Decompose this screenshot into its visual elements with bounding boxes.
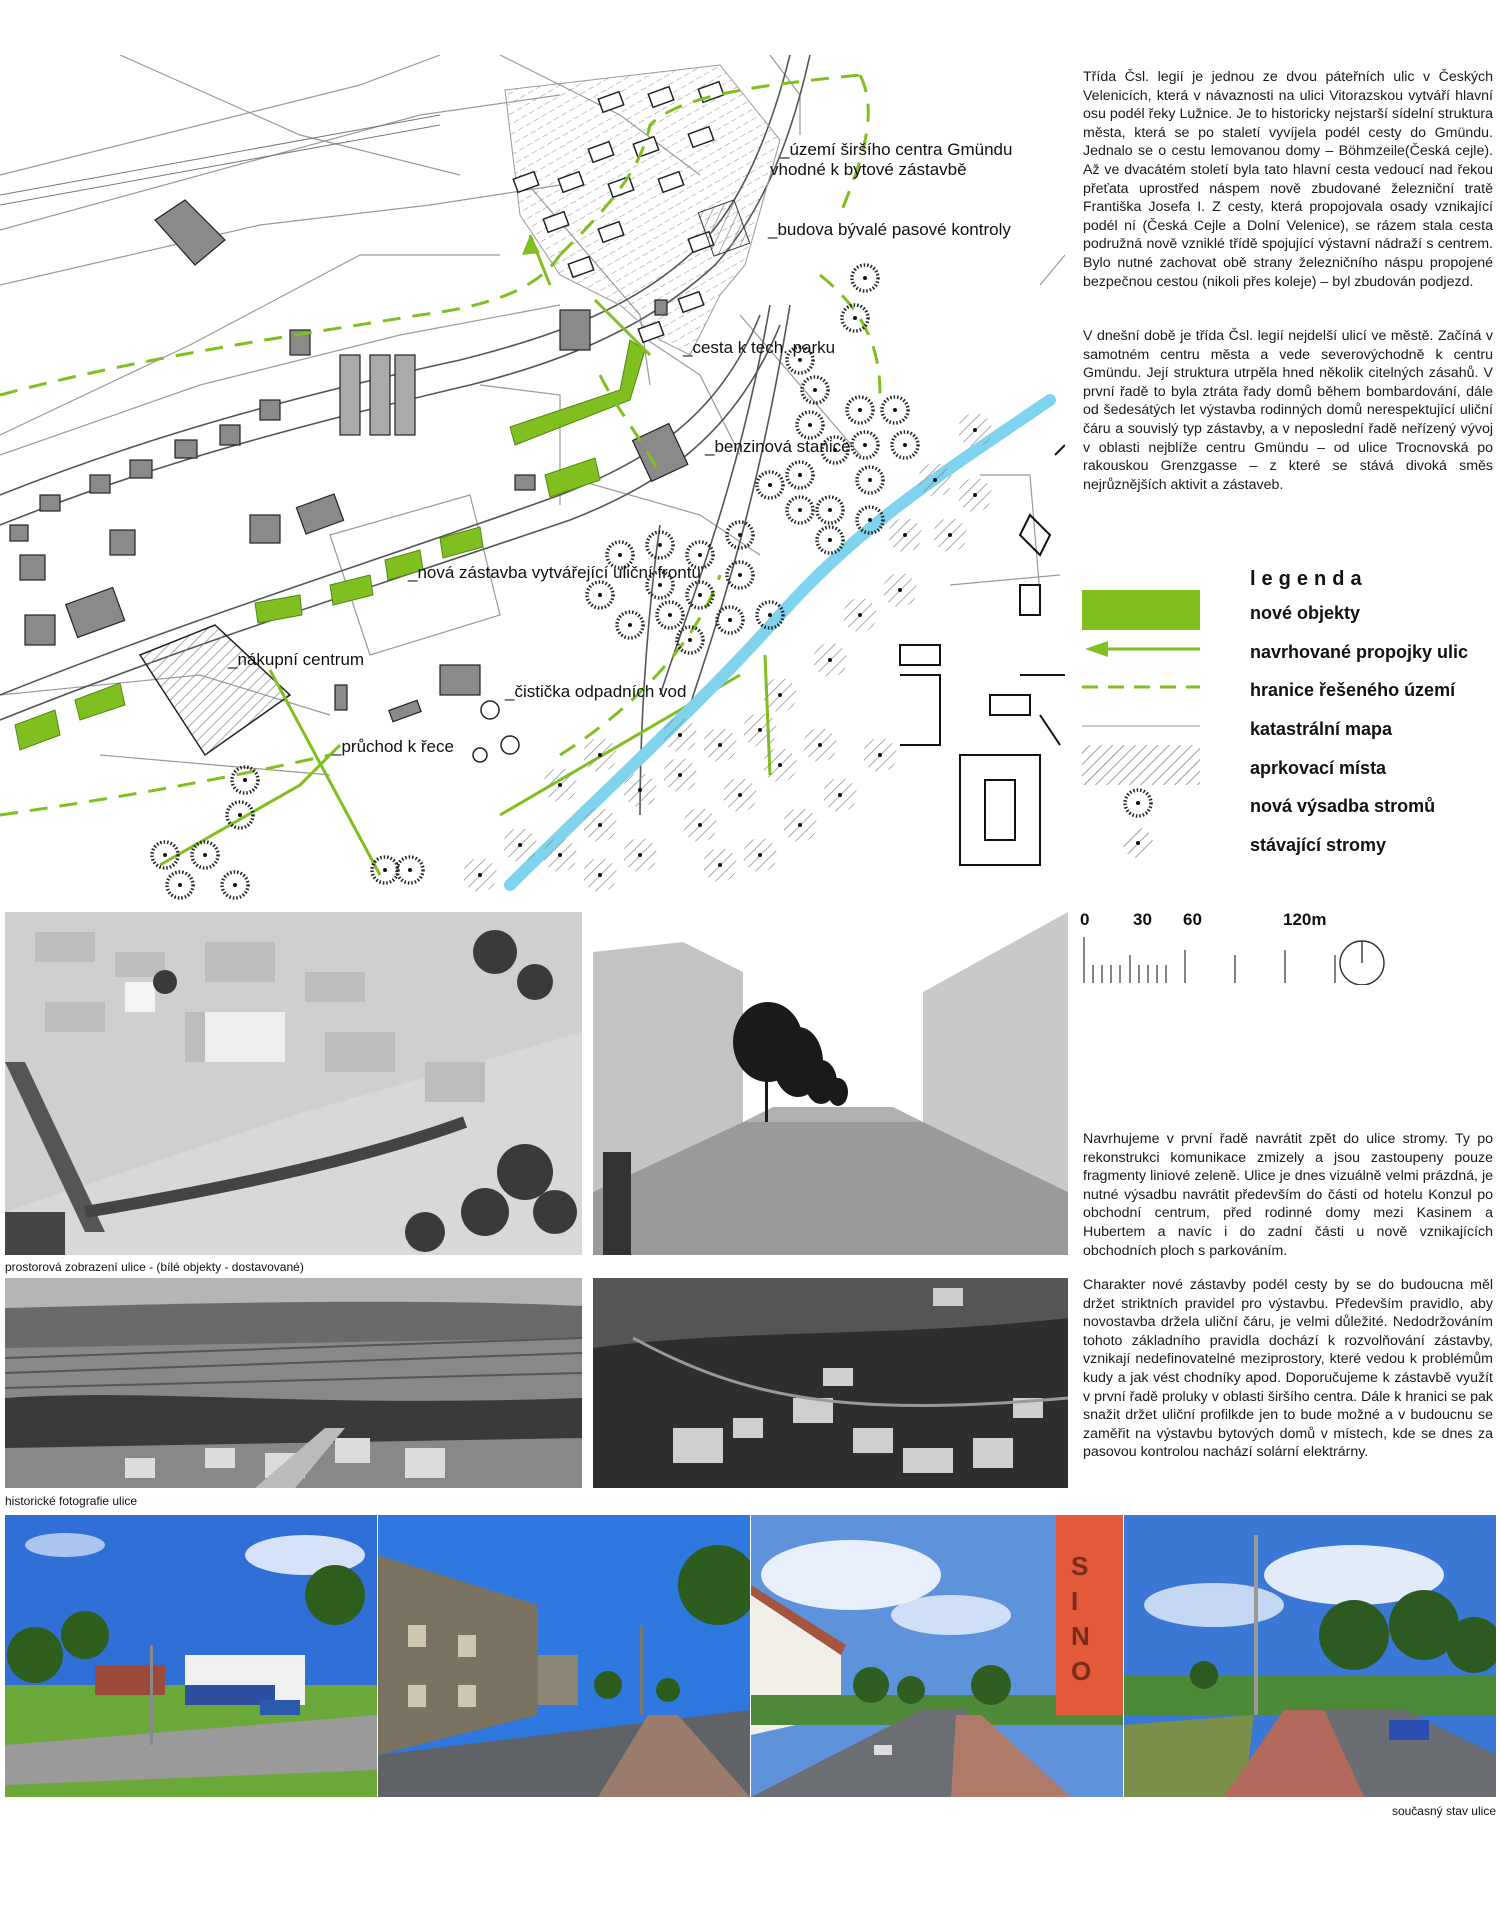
gmund-area bbox=[505, 65, 780, 355]
model-caption: prostorová zobrazení ulice - (bílé objekty - dostavované) bbox=[5, 1260, 304, 1274]
intro-paragraph-2: V dnešní době je třída Čsl. legií nejdelší ulicí ve městě. Začíná v samotném centru města a vede severovýchodně k centru Gmündu. Její struktura utrpěla hned několik citelných zásahů. V první řadě to byla ztráta řady domů během bombardování, dále od šedesátých let výstavba rodinných domů nerespektující uliční čáru a souvislý typ zástavby, a v neposlední řadě neřízený vývoj v oblasti nejblíže centru Gmündu – od ulice Trocnovská po rakouskou Grenzgasse – z které se stává divoká směs nejrůznějších aktivit a zástaveb. bbox=[1083, 328, 1493, 493]
label-river-pass: _průchod k řece bbox=[332, 737, 454, 756]
current-photo-2 bbox=[378, 1515, 750, 1797]
legend-label-5: aprkovací místa bbox=[1250, 758, 1387, 778]
legend-link-symbol bbox=[1085, 641, 1200, 657]
scale-label-60: 60 bbox=[1183, 910, 1202, 929]
label-border-control: _budova bývalé pasové kontroly bbox=[768, 220, 1011, 239]
legend-label-7: stávající stromy bbox=[1250, 835, 1387, 855]
legend-new-tree-symbol bbox=[1125, 790, 1151, 816]
site-plan bbox=[0, 55, 1065, 905]
label-gmund-1: _území širšího centra Gmündu bbox=[780, 140, 1013, 159]
historic-caption: historické fotografie ulice bbox=[5, 1494, 138, 1508]
sewage-tanks bbox=[473, 701, 519, 762]
proposal-paragraph-1: Navrhujeme v první řadě navrátit zpět do ulice stromy. Ty po rekonstrukci komunikace zmizely a jsou zastoupeny pouze fragmenty liniové zeleně. Ulice je dnes vizuálně velmi prázdná, je nutné výsadbu navrátit především do části od hotelu Konzul po obchodní centrum, před rodinné domy mezi Kasinem a Hubertem a navíc i do zadní části u nově vznikajících obchodních ploch s parkováním. bbox=[1083, 1131, 1493, 1259]
legend-existing-tree-symbol bbox=[1123, 828, 1153, 858]
current-caption: současný stav ulice bbox=[1391, 1804, 1496, 1818]
legend-label-6: nová výsadba stromů bbox=[1250, 796, 1436, 816]
model-street-view-image bbox=[593, 912, 1068, 1255]
proposal-paragraph-2: Charakter nové zástavby podél cesty by se do budoucna měl držet striktních pravidel pro výstavbu. Především pravidlo, aby novostavba držela uliční čáru, je velmi důležité. Nedodržováním tohoto základního pravidla dochází k rozvolňování zástavby, vznikají nedefinovatelné meziprostory, které vedou k problémům kudy a jak vést chodníky apod. Doporučujeme k zástavbě využít v první řadě proluky v oblasti širšího centra. Dále k hranici se pak snažit držet uliční profilkde jen to bude možné a v budoucnu se zaměřit na výstavbu bytových domů v místech, kde se dnes za pasovou kontrolou nachází solární elektrárny. bbox=[1083, 1277, 1493, 1461]
legend-symbols bbox=[1080, 585, 1210, 865]
legend-title: legenda bbox=[1250, 568, 1368, 590]
legend-new-objects-symbol bbox=[1082, 590, 1200, 630]
legend-parking-symbol bbox=[1082, 745, 1200, 785]
railway bbox=[0, 115, 440, 205]
historic-photo-2 bbox=[593, 1278, 1068, 1488]
scale-bar bbox=[1080, 935, 1400, 985]
label-gas-station: _benzinová stanice bbox=[705, 437, 851, 456]
legend-label-1: nové objekty bbox=[1250, 603, 1361, 623]
legend-label-2: navrhované propojky ulic bbox=[1250, 642, 1469, 662]
label-gmund-2: vhodné k bytové zástavbě bbox=[770, 160, 967, 179]
label-sewage: _čistička odpadních vod bbox=[505, 682, 687, 701]
current-photo-4 bbox=[1124, 1515, 1496, 1797]
scale-label-30: 30 bbox=[1133, 910, 1152, 929]
scale-label-0: 0 bbox=[1080, 910, 1090, 929]
legend-label-3: hranice řešeného území bbox=[1250, 680, 1456, 700]
current-photo-1 bbox=[5, 1515, 377, 1797]
legend-label-4: katastrální mapa bbox=[1250, 719, 1393, 739]
label-tech-park: _cesta k tech. parku bbox=[683, 338, 836, 357]
label-shopping: _nákupní centrum bbox=[228, 650, 365, 669]
model-aerial-image bbox=[5, 912, 582, 1255]
current-photo-3 bbox=[751, 1515, 1123, 1797]
north-arrow bbox=[1340, 941, 1384, 985]
existing-trees bbox=[463, 413, 992, 892]
scale-label-120: 120m bbox=[1283, 910, 1327, 929]
label-new-frontage: _nová zástavba vytvářející uliční frontu bbox=[408, 563, 701, 582]
casino-sign-text: S I N O bbox=[1071, 1551, 1092, 1686]
shopping-centre bbox=[140, 625, 290, 755]
historic-photo-1 bbox=[5, 1278, 582, 1488]
intro-paragraph-1: Třída Čsl. legií je jednou ze dvou páteřních ulic v Českých Velenicích, která v návaznosti na ulici Vitorazskou vytváří hlavní osu podél řeky Lužnice. Je to historicky nejstarší sídelní struktura města, která se po staletí vyvíjela podél cesty do Gmündu. Jednalo se o cestu lemovanou domy – Böhmzeile(Česká cejle). Až ve dvacátém století byla tato hlavní cesta vedoucí nad řekou přeťata uprostřed náspem nově zbudované železniční tratě Františka Josefa I. Z cesty, která propojovala osady vznikající podél ní (Česká Cejle a Dolní Velenice), se rázem stala cesta podružná nově vzniklé třídě spojující výstavní nádraží s centrem. Bylo nutné zachovat obě strany železničního náspu propojené bezpečnou cestou (nikoli přes koleje) – byl zbudován podjezd. bbox=[1083, 69, 1493, 290]
